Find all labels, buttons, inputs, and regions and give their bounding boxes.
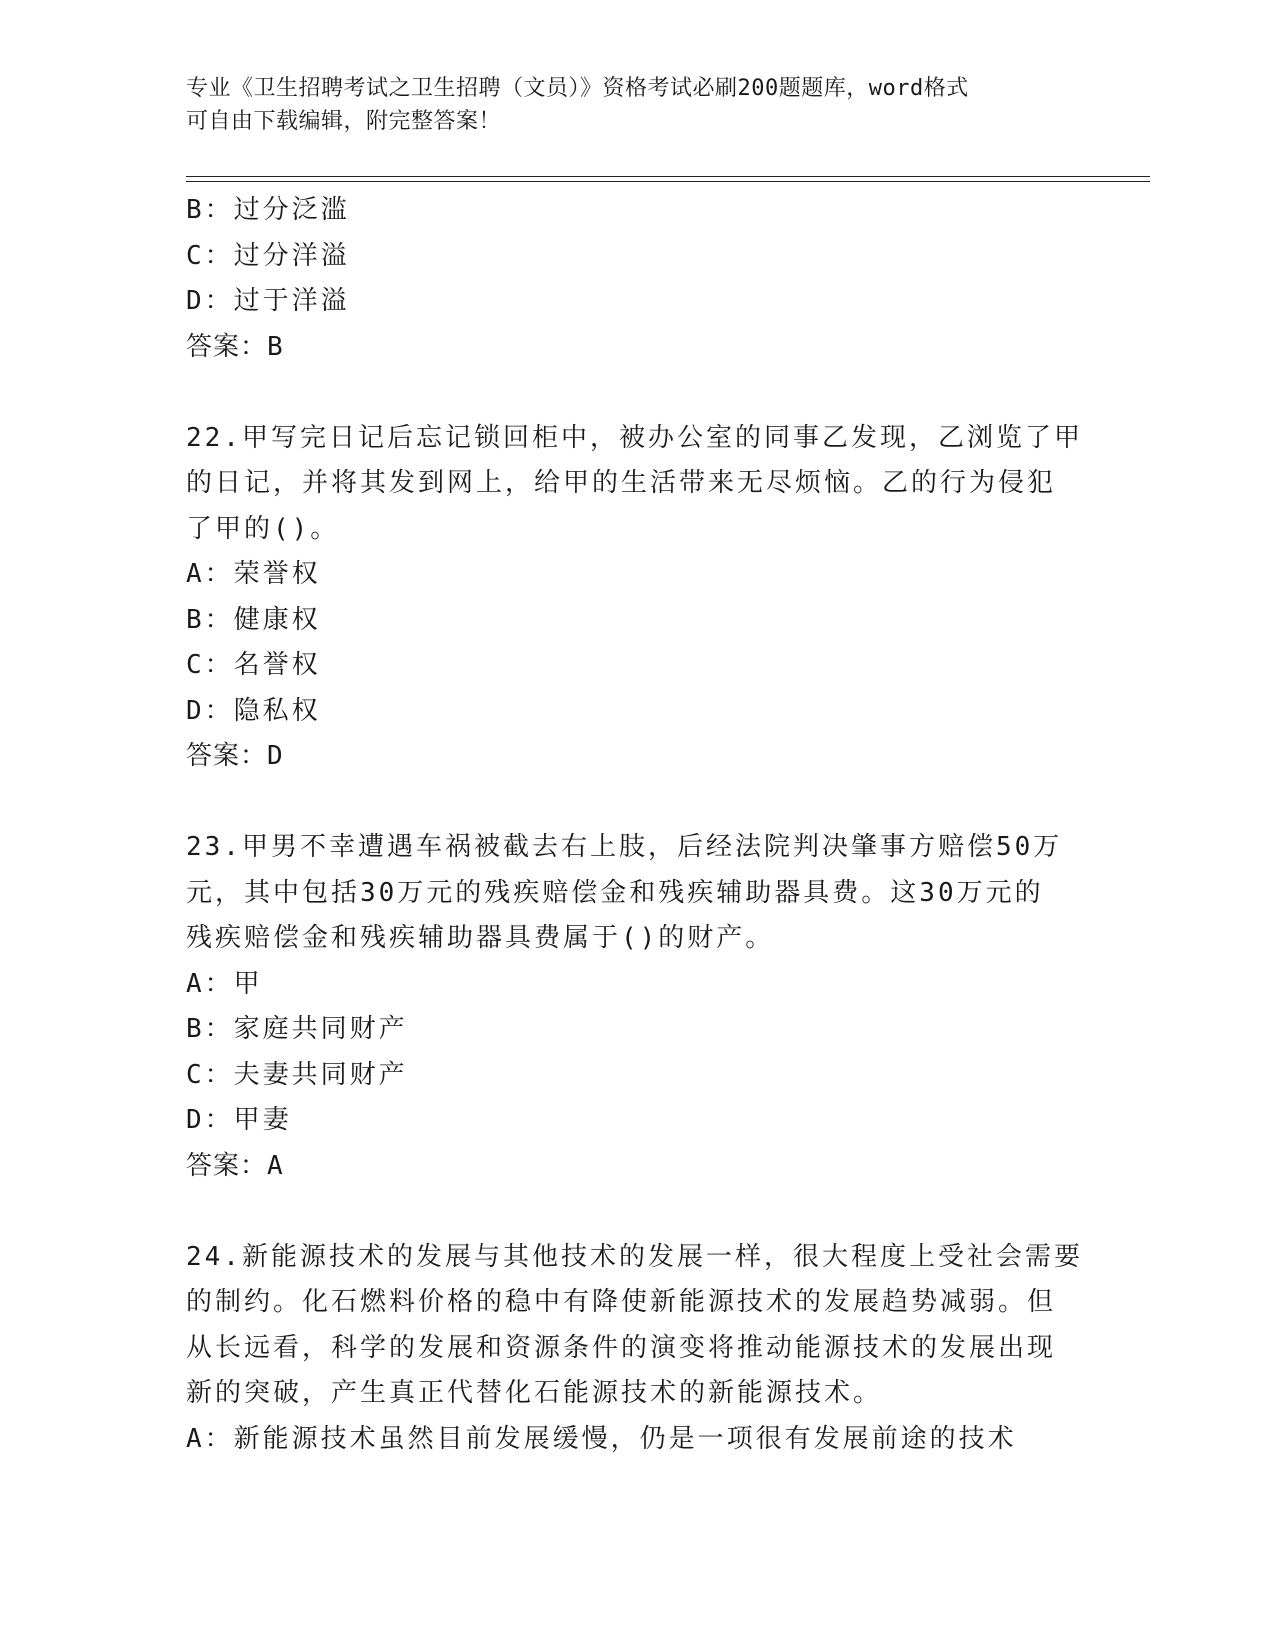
question-stem-line: 24.新能源技术的发展与其他技术的发展一样，很大程度上受社会需要 — [186, 1241, 1083, 1272]
option-c: C：过分洋溢 — [186, 240, 350, 271]
question-spacer — [186, 1189, 1086, 1235]
option-a: A：荣誉权 — [186, 559, 321, 589]
option-d: D：过于洋溢 — [186, 286, 350, 316]
header-line-2: 可自由下载编辑，附完整答案！ — [186, 109, 502, 134]
question-24 — [186, 1235, 1086, 1463]
question-spacer — [186, 370, 1086, 416]
header-line-1: 专业《卫生招聘考试之卫生招聘（文员）》资格考试必刷200题题库，word格式 — [186, 76, 969, 101]
option-a: A：新能源技术虽然目前发展缓慢，仍是一项很有发展前途的技术 — [186, 1423, 1017, 1454]
question-stem-line: 元，其中包括30万元的残疾赔偿金和残疾辅助器具费。这30万元的 — [186, 877, 1044, 908]
option-c: C：名誉权 — [186, 650, 321, 680]
question-list — [186, 188, 1086, 1462]
question-stem-line: 23.甲男不幸遭遇车祸被截去右上肢，后经法院判决肇事方赔偿50万 — [186, 832, 1063, 862]
option-c: C：夫妻共同财产 — [186, 1059, 408, 1090]
question-stem-line: 残疾赔偿金和残疾辅助器具费属于()的财产。 — [186, 923, 775, 953]
question-stem-line: 的日记，并将其发到网上，给甲的生活带来无尽烦恼。乙的行为侵犯 — [186, 468, 1057, 498]
option-d: D：隐私权 — [186, 695, 321, 726]
question-23 — [186, 825, 1086, 1189]
document-header — [186, 72, 1086, 138]
question-spacer — [186, 780, 1086, 826]
answer-line: 答案：D — [186, 741, 284, 771]
answer-line: 答案：B — [186, 331, 284, 362]
answer-line: 答案：A — [186, 1150, 284, 1181]
option-d: D：甲妻 — [186, 1105, 292, 1135]
question-21 — [186, 188, 1086, 370]
question-stem-line: 的制约。化石燃料价格的稳中有降使新能源技术的发展趋势减弱。但 — [186, 1287, 1057, 1317]
question-stem-line: 新的突破，产生真正代替化石能源技术的新能源技术。 — [186, 1378, 883, 1408]
option-b: B：过分泛滥 — [186, 195, 350, 225]
header-divider — [186, 176, 1150, 182]
option-b: B：健康权 — [186, 604, 321, 635]
question-22 — [186, 416, 1086, 780]
option-a: A：甲 — [186, 968, 263, 999]
question-stem-line: 22.甲写完日记后忘记锁回柜中，被办公室的同事乙发现，乙浏览了甲 — [186, 422, 1083, 453]
question-stem-line: 从长远看，科学的发展和资源条件的演变将推动能源技术的发展出现 — [186, 1332, 1057, 1363]
option-b: B：家庭共同财产 — [186, 1014, 408, 1044]
question-stem-line: 了甲的()。 — [186, 513, 340, 544]
